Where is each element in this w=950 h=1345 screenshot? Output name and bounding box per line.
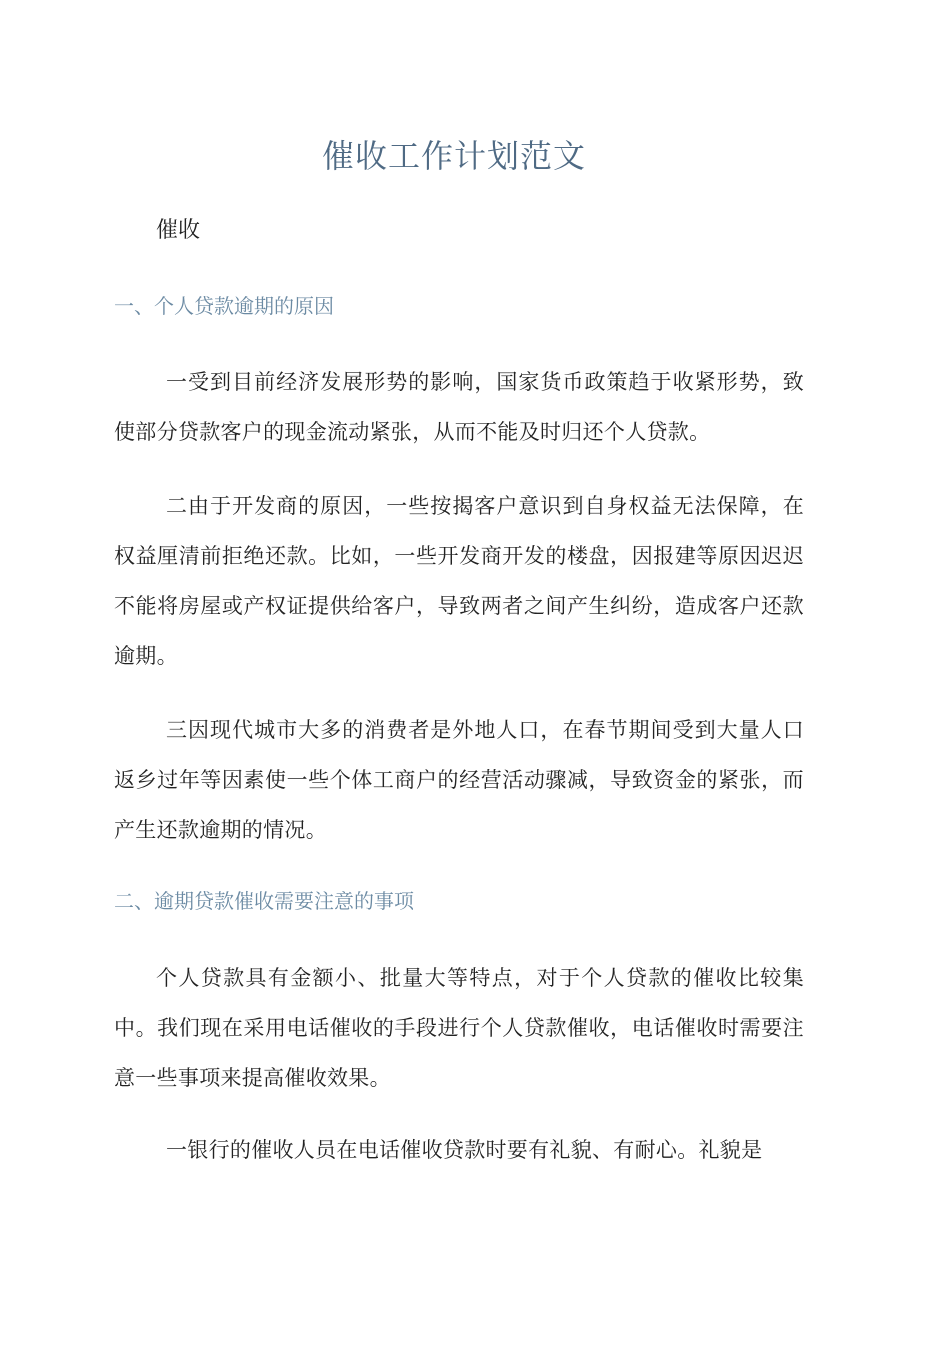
paragraph-note-1: 一银行的催收人员在电话催收贷款时要有礼貌、有耐心。礼貌是 [166, 1138, 763, 1162]
section-heading-causes: 一、个人贷款逾期的原因 [114, 294, 334, 318]
paragraph-notes-intro: 个人贷款具有金额小、批量大等特点，对于个人贷款的催收比较集中。我们现在采用电话催收的手段进行个人贷款催收，电话催收时需要注意一些事项来提高催收效果。 [114, 966, 804, 1090]
paragraph-cause-3: 三因现代城市大多的消费者是外地人口，在春节期间受到大量人口返乡过年等因素使一些个体工商户的经营活动骤减，导致资金的紧张，而产生还款逾期的情况。 [114, 718, 804, 842]
paragraph-cause-2: 二由于开发商的原因，一些按揭客户意识到自身权益无法保障，在权益厘清前拒绝还款。比如，一些开发商开发的楼盘，因报建等原因迟迟不能将房屋或产权证提供给客户，导致两者之间产生纠纷，造成客户还款逾期。 [114, 494, 804, 668]
paragraph-cause-1: 一受到目前经济发展形势的影响，国家货币政策趋于收紧形势，致使部分贷款客户的现金流动紧张，从而不能及时归还个人贷款。 [114, 370, 804, 444]
page-title: 催收工作计划范文 [321, 137, 586, 175]
section-heading-notes: 二、逾期贷款催收需要注意的事项 [114, 889, 414, 913]
document-subject: 催收 [156, 218, 201, 243]
